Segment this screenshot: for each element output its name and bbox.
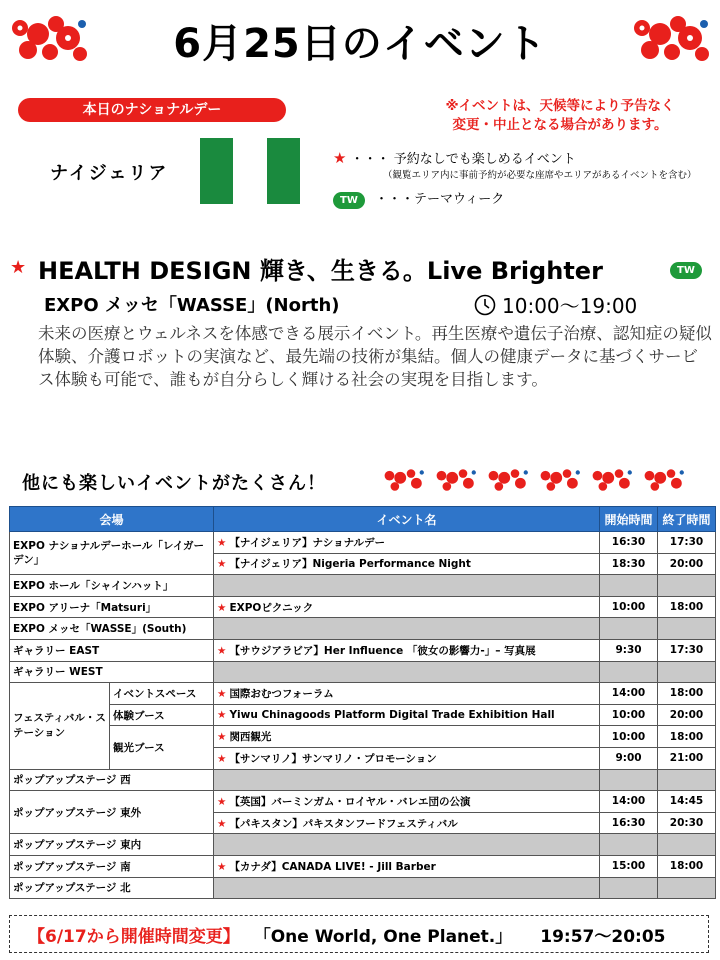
schedule-change-notice: [9, 915, 709, 953]
venue-cell: ギャラリー EAST: [10, 639, 214, 661]
end-cell: 21:00: [658, 747, 716, 769]
empty-cell: [214, 661, 600, 683]
empty-cell: [600, 618, 658, 640]
table-row: [10, 704, 716, 726]
event-name: 国際おむつフォーラム: [229, 687, 334, 700]
end-cell: 20:00: [658, 704, 716, 726]
expo-logo-icon: [432, 466, 480, 494]
event-cell: [214, 855, 600, 877]
expo-logo-icon: [640, 466, 688, 494]
subvenue-cell: 体験ブース: [110, 704, 214, 726]
table-row: [10, 661, 716, 683]
event-cell: [214, 532, 600, 554]
venue-cell: EXPO ホール「シャインハット」: [10, 575, 214, 597]
notice-title: 「One World, One Planet.」: [253, 926, 513, 947]
empty-cell: [600, 877, 658, 899]
end-cell: 18:00: [658, 855, 716, 877]
empty-cell: [214, 877, 600, 899]
legend-tw-label: ・・・テーマウィーク: [375, 192, 505, 207]
empty-cell: [214, 769, 600, 791]
empty-cell: [600, 661, 658, 683]
table-row: [10, 726, 716, 748]
venue-cell: EXPO アリーナ「Matsuri」: [10, 596, 214, 618]
star-icon: ★: [217, 731, 227, 744]
tw-badge: TW: [670, 262, 702, 279]
end-cell: 14:45: [658, 791, 716, 813]
star-icon: ★: [217, 687, 227, 700]
event-name: 【サウジアラビア】Her Influence 「彼女の影響力-」– 写真展: [229, 644, 536, 657]
empty-cell: [658, 618, 716, 640]
event-name: 【ナイジェリア】Nigeria Performance Night: [229, 558, 471, 571]
header-venue: 会場: [10, 507, 214, 532]
event-name: 【パキスタン】パキスタンフードフェスティバル: [229, 817, 458, 830]
empty-cell: [658, 661, 716, 683]
legend-star-note: （観覧エリア内に事前予約が必要な座席やエリアがあるイベントを含む）: [383, 170, 697, 181]
end-cell: 20:30: [658, 812, 716, 834]
featured-title: HEALTH DESIGN 輝き、生きる。Live Brighter: [38, 257, 603, 285]
flag-stripe-left: [200, 138, 233, 204]
country-name: ナイジェリア: [50, 163, 169, 184]
table-row: [10, 877, 716, 899]
notice-label: 【6/17から開催時間変更】: [28, 926, 240, 947]
expo-logo-icon: [588, 466, 636, 494]
clock-icon: [474, 294, 496, 316]
venue-cell: EXPO ナショナルデーホール「レイガーデン」: [10, 532, 214, 575]
events-table: [9, 506, 716, 899]
empty-cell: [600, 834, 658, 856]
event-cell: [214, 596, 600, 618]
expo-logo-icon: [536, 466, 584, 494]
empty-cell: [600, 769, 658, 791]
flag-stripe-center: [233, 138, 266, 204]
empty-cell: [214, 618, 600, 640]
start-cell: 16:30: [600, 812, 658, 834]
featured-venue: EXPO メッセ「WASSE」(North): [44, 295, 340, 316]
empty-cell: [214, 575, 600, 597]
start-cell: 16:30: [600, 532, 658, 554]
empty-cell: [658, 575, 716, 597]
page-title: 6月25日のイベント: [173, 21, 547, 67]
star-icon: ★: [217, 795, 227, 808]
others-heading: 他にも楽しいイベントがたくさん！: [22, 473, 326, 494]
star-icon: ★: [333, 149, 347, 167]
start-cell: 15:00: [600, 855, 658, 877]
header-event: イベント名: [214, 507, 600, 532]
legend-star: [333, 148, 576, 167]
start-cell: 14:00: [600, 791, 658, 813]
start-cell: 10:00: [600, 726, 658, 748]
flag-stripe-right: [267, 138, 300, 204]
table-row: [10, 683, 716, 705]
event-name: Yiwu Chinagoods Platform Digital Trade Exhibition Hall: [229, 709, 555, 722]
featured-description: 未来の医療とウェルネスを体感できる展示イベント。再生医療や遺伝子治療、認知症の疑似体験、介護ロボットの実演など、最先端の技術が集結。個人の健康データに基づくサービス体験も可能で、誰もが自分らしく輝ける社会の実現を目指します。: [38, 324, 712, 389]
weather-warning: [410, 97, 710, 135]
table-row: [10, 769, 716, 791]
table-row: [10, 855, 716, 877]
event-name: EXPOピクニック: [229, 601, 314, 614]
event-name: 【ナイジェリア】ナショナルデー: [229, 536, 386, 549]
table-row: [10, 575, 716, 597]
start-cell: 10:00: [600, 704, 658, 726]
event-cell: [214, 553, 600, 575]
end-cell: 20:00: [658, 553, 716, 575]
featured-time-text: 10:00〜19:00: [502, 294, 638, 318]
event-name: 【サンマリノ】サンマリノ・プロモーション: [229, 752, 437, 765]
star-icon: ★: [217, 558, 227, 571]
end-cell: 17:30: [658, 532, 716, 554]
table-header-row: [10, 507, 716, 532]
nigeria-flag: [200, 138, 300, 204]
start-cell: 18:30: [600, 553, 658, 575]
star-icon: ★: [217, 644, 227, 657]
star-icon: ★: [217, 817, 227, 830]
table-row: [10, 532, 716, 554]
notice-time: 19:57〜20:05: [540, 926, 666, 947]
featured-time: [474, 290, 637, 319]
star-icon: ★: [217, 752, 227, 765]
event-cell: [214, 791, 600, 813]
venue-cell: ポップアップステージ 東内: [10, 834, 214, 856]
event-cell: [214, 726, 600, 748]
expo-logo-icon: [484, 466, 532, 494]
table-row: [10, 618, 716, 640]
star-icon: ★: [10, 257, 27, 278]
header-start: 開始時間: [600, 507, 658, 532]
table-row: [10, 791, 716, 813]
venue-cell: ポップアップステージ 西: [10, 769, 214, 791]
venue-cell: ポップアップステージ 北: [10, 877, 214, 899]
event-cell: [214, 747, 600, 769]
empty-cell: [214, 834, 600, 856]
legend-tw: [333, 188, 504, 209]
decorative-logos: [380, 466, 688, 494]
table-row: [10, 834, 716, 856]
event-name: 【英国】バーミンガム・ロイヤル・バレエ団の公演: [229, 795, 471, 808]
star-icon: ★: [217, 860, 227, 873]
warning-line-1: ※イベントは、天候等により予告なく: [445, 98, 675, 114]
end-cell: 17:30: [658, 639, 716, 661]
end-cell: 18:00: [658, 596, 716, 618]
event-cell: [214, 639, 600, 661]
venue-cell: EXPO メッセ「WASSE」(South): [10, 618, 214, 640]
empty-cell: [658, 834, 716, 856]
start-cell: 10:00: [600, 596, 658, 618]
start-cell: 14:00: [600, 683, 658, 705]
event-cell: [214, 812, 600, 834]
legend-star-label: ・・・ 予約なしでも楽しめるイベント: [350, 152, 576, 167]
venue-cell: ポップアップステージ 東外: [10, 791, 214, 834]
event-name: 関西観光: [229, 731, 272, 744]
venue-cell: ポップアップステージ 南: [10, 855, 214, 877]
start-cell: 9:30: [600, 639, 658, 661]
header-end: 終了時間: [658, 507, 716, 532]
subvenue-cell: 観光ブース: [110, 726, 214, 769]
end-cell: 18:00: [658, 683, 716, 705]
warning-line-2: 変更・中止となる場合があります。: [452, 117, 668, 133]
expo-logo-icon: [380, 466, 428, 494]
star-icon: ★: [217, 601, 227, 614]
table-row: [10, 639, 716, 661]
end-cell: 18:00: [658, 726, 716, 748]
tw-badge: TW: [333, 192, 365, 209]
empty-cell: [658, 877, 716, 899]
event-cell: [214, 683, 600, 705]
venue-cell: フェスティバル・ステーション: [10, 683, 110, 769]
start-cell: 9:00: [600, 747, 658, 769]
venue-cell: ギャラリー WEST: [10, 661, 214, 683]
subvenue-cell: イベントスペース: [110, 683, 214, 705]
event-name: 【カナダ】CANADA LIVE! - Jill Barber: [229, 860, 436, 873]
national-day-pill: 本日のナショナルデー: [18, 98, 286, 122]
event-cell: [214, 704, 600, 726]
empty-cell: [658, 769, 716, 791]
table-row: [10, 596, 716, 618]
empty-cell: [600, 575, 658, 597]
star-icon: ★: [217, 536, 227, 549]
star-icon: ★: [217, 709, 227, 722]
